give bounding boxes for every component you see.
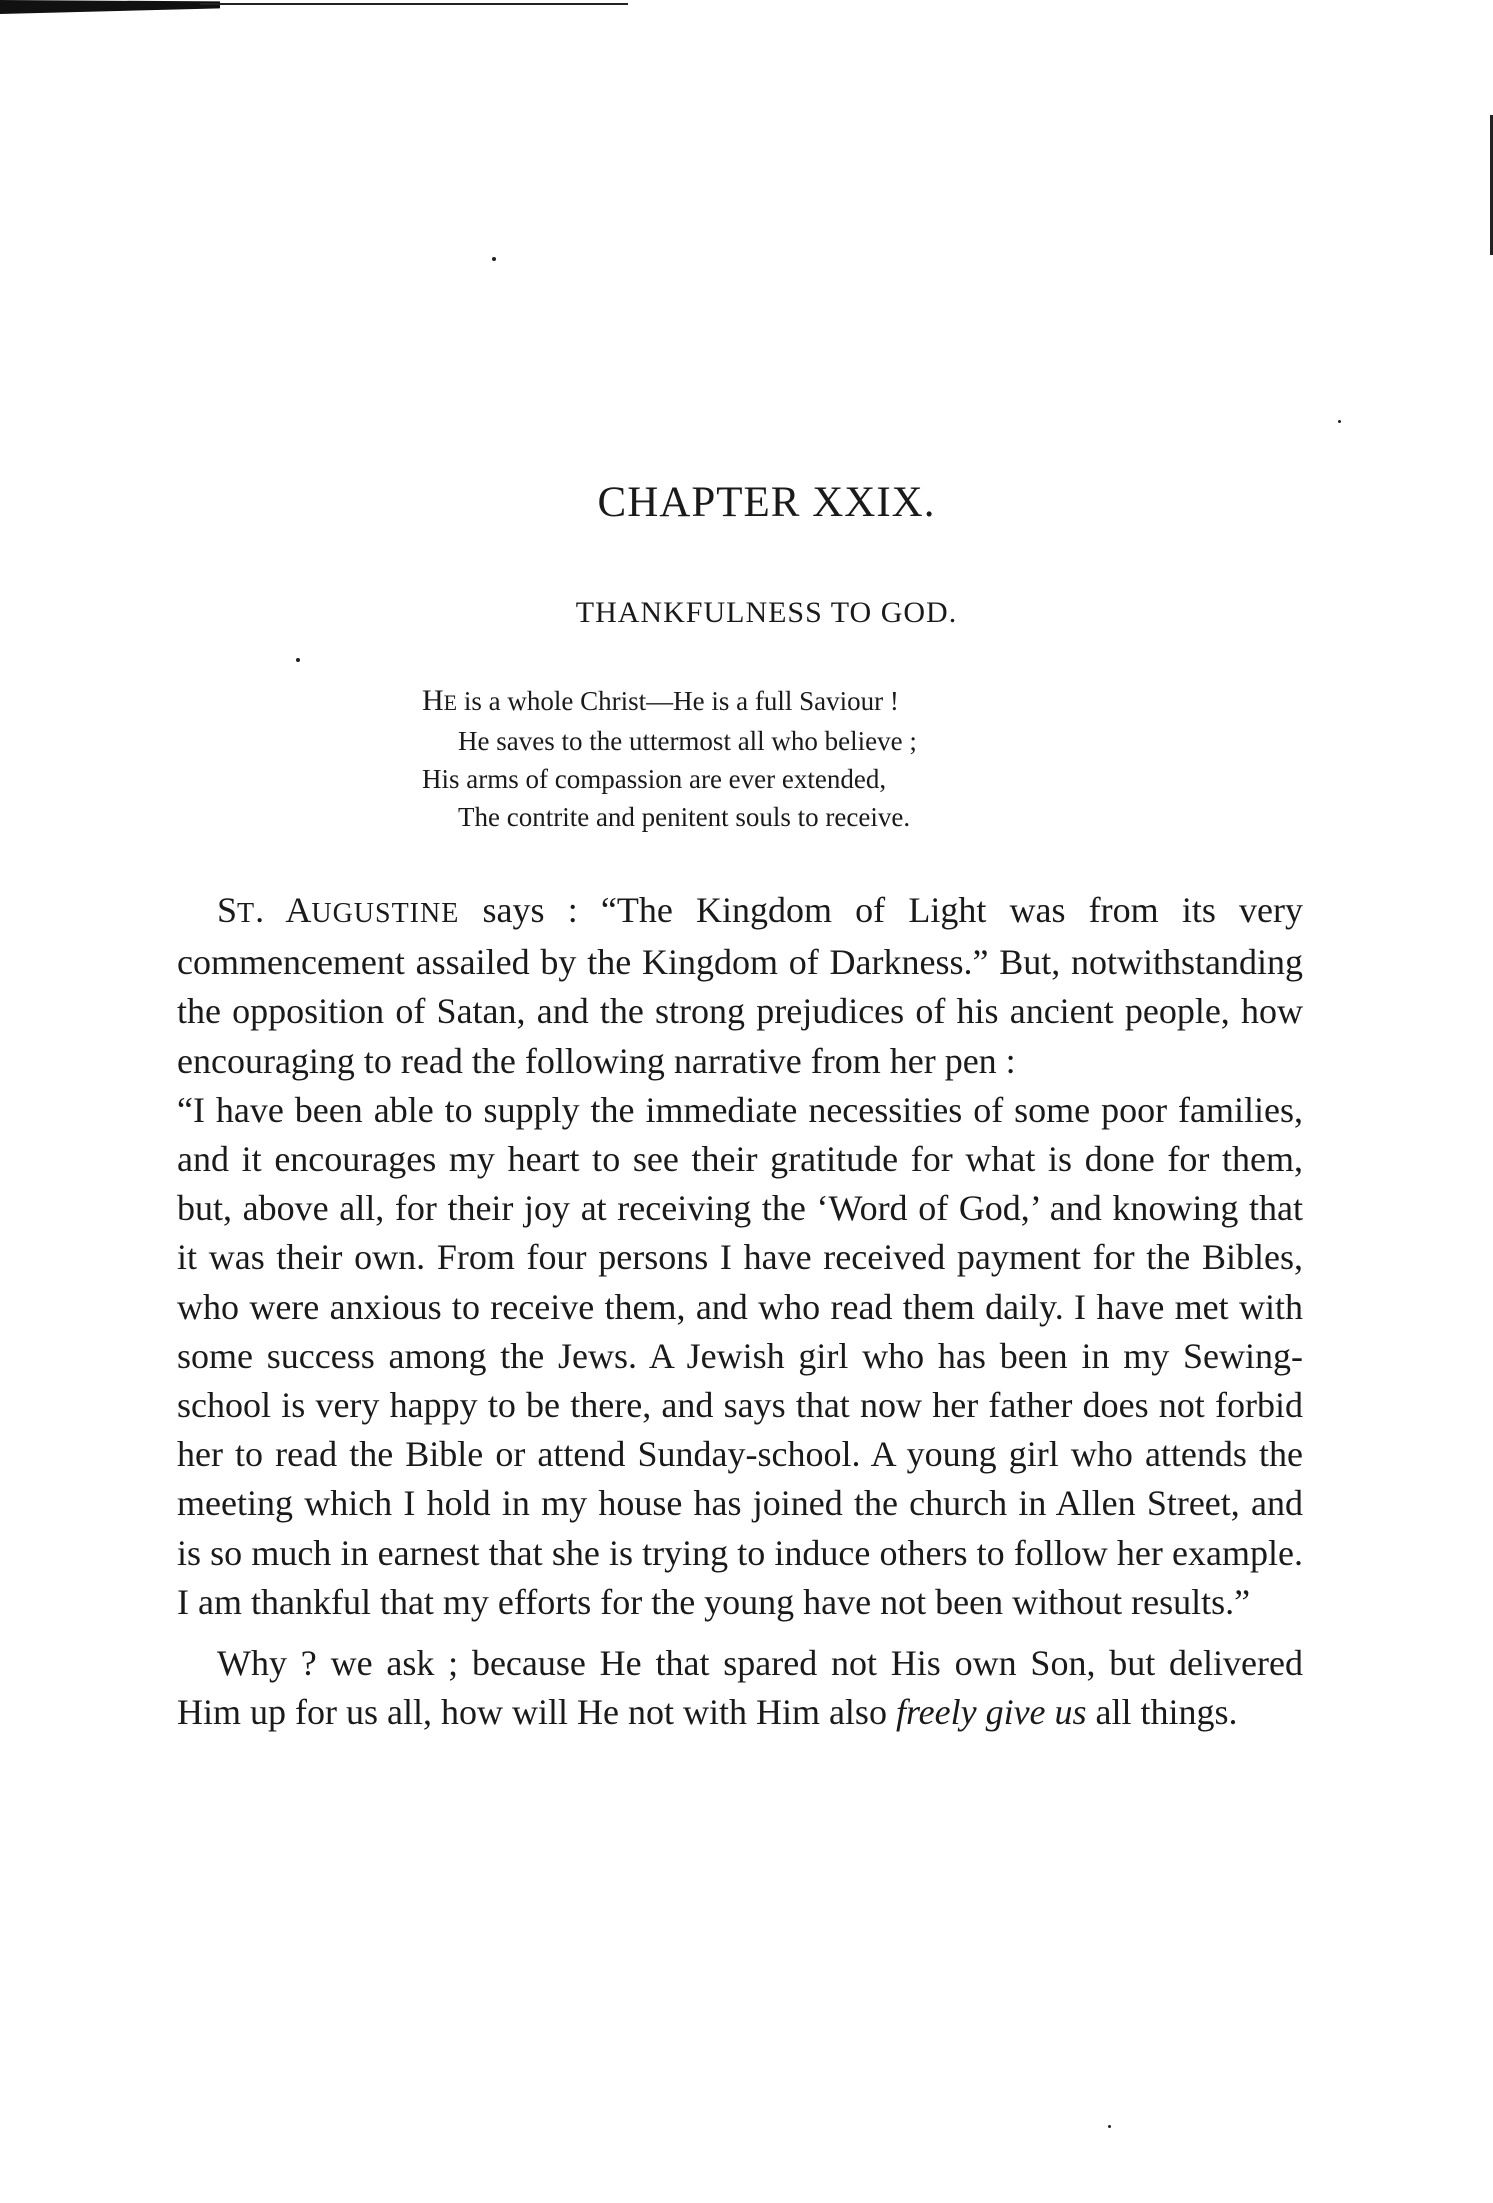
scan-edge-thick bbox=[0, 0, 220, 14]
epigraph-line-1 bbox=[422, 682, 1122, 722]
epigraph-line-1-text: is a whole Christ—He is a full Saviour ! bbox=[457, 686, 899, 716]
ink-speck bbox=[1108, 2125, 1111, 2128]
paragraph-narrative-quote: “I have been able to supply the immediate necessities of some poor families, and it encourages my heart to see their gratitude for what is done for them, but, above all, for their joy at receiving the ‘Word of God,’ and knowing that it was their own. From four persons I have received payment for the Bibles, who were anxious to receive them, and who read them daily. I have met with some success among the Jews. A Jewish girl who has been in my Sewing-school is very happy to be there, and says that now her father does not forbid her to read the Bible or attend Sunday-school. A young girl who attends the meeting which I hold in my house has joined the church in Allen Street, and is so much in earnest that she is trying to induce others to follow her example. I am thankful that my efforts for the young have not been without results.” bbox=[177, 1089, 1303, 1622]
epigraph-small-caps-rest: E bbox=[443, 690, 458, 715]
epigraph-verse bbox=[422, 682, 1122, 836]
small-caps-lead: S bbox=[217, 890, 238, 930]
chapter-title: CHAPTER XXIX. bbox=[597, 479, 936, 526]
italic-phrase: freely give us bbox=[895, 1692, 1087, 1733]
epigraph-line-3: His arms of compassion are ever extended, bbox=[422, 764, 887, 794]
small-caps-rest: UGUSTINE bbox=[311, 898, 460, 929]
epigraph-line-2: He saves to the uttermost all who believe ; bbox=[458, 726, 917, 756]
scan-edge-line bbox=[200, 3, 628, 5]
scan-edge-artifact bbox=[0, 0, 628, 16]
paragraph-why bbox=[177, 1639, 1303, 1737]
small-caps-rest: T bbox=[237, 898, 256, 929]
paragraph-augustine bbox=[177, 886, 1303, 1086]
chapter-body bbox=[177, 886, 1303, 1737]
paragraph-augustine-text: says : “The Kingdom of Light was from its very commencement assailed by the Kingdom of Darkness.” But, notwithstanding the opposition of Satan, and the strong prejudices of his ancient people, how encouraging to read the following narrative from her pen : bbox=[177, 890, 1303, 1081]
small-caps-lead: A bbox=[285, 890, 312, 930]
chapter-subtitle: THANKFULNESS TO GOD. bbox=[575, 596, 958, 629]
ink-speck bbox=[1338, 420, 1341, 423]
paragraph-why-tail: all things. bbox=[1086, 1692, 1238, 1733]
ink-speck bbox=[296, 658, 300, 662]
ink-speck bbox=[492, 257, 496, 261]
paragraph-why-text: Why ? we ask ; because He that spared not His own Son, but delivered Him up for us all, how will He not with Him also bbox=[177, 1643, 1303, 1733]
separator: . bbox=[255, 890, 286, 930]
epigraph-small-caps-lead: H bbox=[422, 684, 444, 717]
epigraph-line-4: The contrite and penitent souls to receive. bbox=[458, 802, 911, 832]
